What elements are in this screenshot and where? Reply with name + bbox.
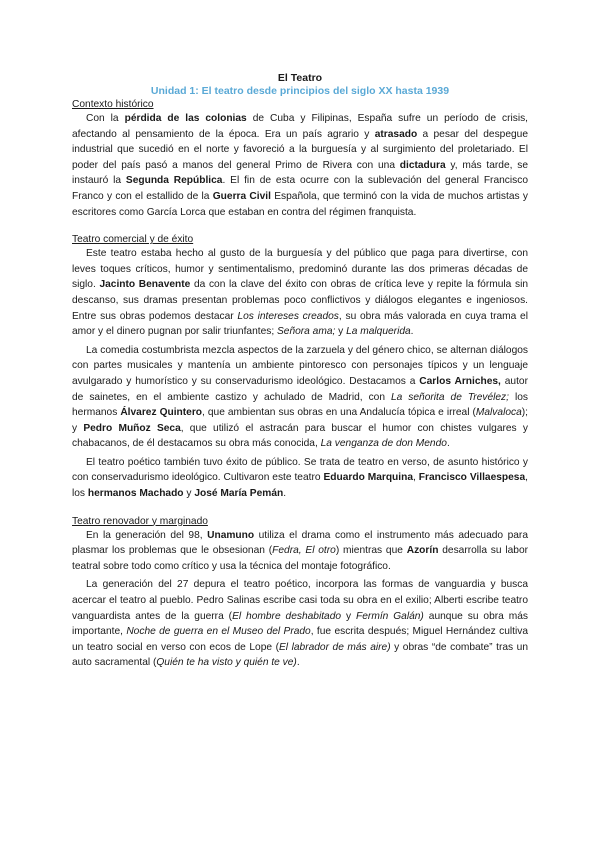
section-heading: Contexto histórico: [72, 99, 154, 110]
text-run: ) mientras que: [335, 545, 407, 557]
bold-text: Jacinto Benavente: [99, 279, 191, 291]
text-run: los hermanos: [72, 391, 528, 419]
italic-title: Quién te ha visto y quién te ve): [156, 657, 297, 669]
bold-text: Francisco Villaespesa: [418, 472, 526, 484]
italic-title: La malquerida: [346, 326, 411, 338]
text-run: En la generación del 98,: [86, 529, 208, 541]
text-run: , su obra más valorada en cuya trama el amor y el dinero pugnan por salir triunfantes;: [72, 310, 528, 338]
section-teatro-comercial: [72, 233, 528, 502]
document-subtitle: Unidad 1: El teatro desde principios del siglo XX hasta 1939: [150, 85, 450, 97]
text-run: desarrolla su labor teatral sobre todo como crítico y usa la técnica del montaje fotográfico.: [72, 545, 529, 572]
italic-title: Noche de guerra en el Museo del Prado: [126, 626, 311, 638]
paragraph: [72, 111, 528, 220]
bold-text: José María Pemán: [194, 488, 284, 500]
italic-title: El labrador de más aire): [278, 641, 391, 653]
bold-text: Unamuno: [207, 529, 255, 541]
bold-text: Carlos Arniches,: [419, 375, 501, 387]
text-run: , que ambientan sus obras en una Andalucía tópica e irreal (: [202, 407, 476, 419]
italic-title: Los intereses creados: [237, 310, 339, 322]
section-contexto: [72, 98, 528, 220]
text-run: a pesar del despegue industrial que sucedió en el norte y favoreció a la burguesía y al surgimiento del proletariado. El poder del país pasó a manos del general Primo de Rivera con una: [72, 128, 528, 171]
text-run: ,: [413, 472, 419, 484]
bold-text: atrasado: [374, 128, 418, 140]
text-run: .: [296, 657, 300, 669]
paragraph: [72, 246, 528, 340]
document-page: [72, 72, 528, 671]
italic-title: Fermín Galán): [356, 610, 424, 622]
document-title: El Teatro: [277, 72, 323, 84]
text-run: , que utilizó el astracán para buscar el humor con chistes vulgares y chabacanos, de él destacamos su obra más conocida,: [72, 422, 528, 450]
bold-text: Eduardo Marquina: [323, 472, 413, 484]
section-teatro-renovador: [72, 515, 528, 671]
section-heading: Teatro renovador y marginado: [72, 515, 208, 527]
bold-text: hermanos Machado: [87, 488, 184, 500]
text-run: y: [335, 326, 347, 338]
italic-title: Señora ama;: [277, 326, 336, 338]
italic-title: La señorita de Trevélez;: [390, 391, 509, 403]
text-run: La generación del 27 depura el teatro poético, incorpora las formas de vanguardia y busca acercar el teatro al pueblo. Pedro Salinas escribe casi toda su obra en el exilio; Alberti escribe teatro vanguardista antes de la guerra (: [72, 579, 528, 622]
bold-text: dictadura: [399, 159, 446, 171]
text-run: .: [446, 438, 450, 450]
text-run: autor de sainetes, en el ambiente castizo y achulado de Madrid, con: [72, 375, 528, 403]
italic-title: Fedra, El otro: [272, 545, 336, 557]
paragraph: [72, 455, 528, 502]
paragraph: [72, 577, 528, 671]
text-run: Con la: [86, 113, 125, 124]
bold-text: Azorín: [406, 545, 439, 557]
bold-text: Pedro Muñoz Seca: [83, 422, 181, 434]
text-run: utiliza el drama como el instrumento más adecuado para plasmar los problemas que le obsesionan (: [72, 529, 528, 557]
bold-text: pérdida de las colonias: [124, 113, 247, 124]
paragraph: [72, 528, 528, 575]
text-run: .: [410, 326, 414, 338]
text-run: aunque su obra más importante,: [72, 610, 528, 638]
italic-title: El hombre deshabitado: [232, 610, 342, 622]
text-run: ); y: [72, 407, 528, 434]
text-run: Este teatro estaba hecho al gusto de la burguesía y del público que paga para divertirse, con leves toques críticos, humor y sentimentalismo, predominó durante las dos primeras décadas de siglo.: [72, 248, 528, 291]
text-run: . El fin de esta ocurre con la sublevación del general Francisco Franco y con el estallido de la: [72, 175, 528, 202]
bold-text: Guerra Civil: [212, 190, 271, 202]
text-run: El teatro poético también tuvo éxito de público. Se trata de teatro en verso, de asunto histórico y con conservadurismo ideológico. Cultivaron este teatro: [72, 456, 528, 484]
text-run: , los: [72, 472, 528, 500]
italic-title: La venganza de don Mendo: [320, 438, 447, 450]
text-run: .: [283, 488, 287, 500]
text-run: da con la clave del éxito con obras de crítica leve y repite la fórmula sin descanso, sus dramas presentan problemas poco conflictivos y diálogos elegantes e ingeniosos. Entre sus obras podemos destacar: [72, 279, 529, 322]
text-run: La comedia costumbrista mezcla aspectos de la zarzuela y del género chico, se alternan diálogos con partes musicales y mantenía un ambiente pintoresco con personajes típicos y un lenguaje avulgarado y humorístico y su conservadurismo ideológico. Destacamos a: [72, 344, 528, 387]
text-run: y: [341, 610, 357, 622]
bold-text: Álvarez Quintero: [120, 407, 203, 419]
text-run: y: [183, 488, 195, 500]
section-heading: Teatro comercial y de éxito: [72, 234, 194, 246]
bold-text: Segunda República: [125, 175, 223, 187]
text-run: de Cuba y Filipinas, España sufre un período de crisis, afectando al pensamiento de la época. Era un país agrario y: [72, 113, 529, 140]
text-run: y, más tarde, se instauró la: [72, 159, 528, 187]
text-run: , fue escrita después; Miguel Hernández cultiva un teatro social en verso con ecos de Lope (: [72, 626, 528, 653]
text-run: Española, que terminó con la vida de muchos artistas y escritores como García Lorca que estaban en contra del régimen franquista.: [72, 190, 528, 218]
paragraph: [72, 343, 528, 452]
italic-title: Malvaloca: [475, 407, 522, 419]
text-run: y obras “de combate” tras un auto sacramental (: [72, 641, 528, 669]
